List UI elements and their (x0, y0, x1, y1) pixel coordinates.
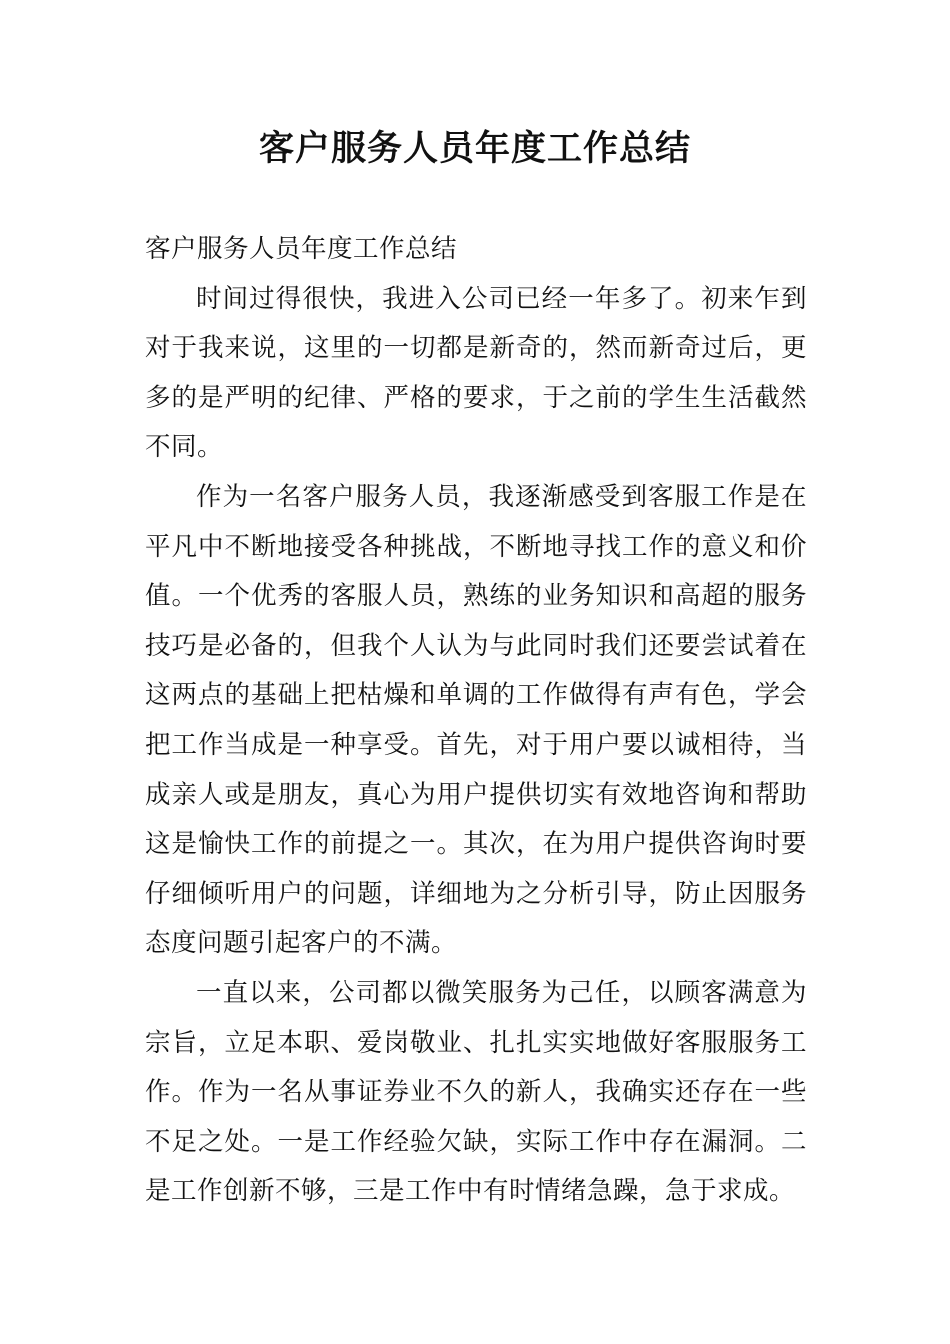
paragraph: 一直以来，公司都以微笑服务为己任，以顾客满意为宗旨，立足本职、爱岗敬业、扎扎实实地做好客服服务工作。作为一名从事证券业不久的新人，我确实还存在一些不足之处。一是工作经验欠缺，实际工作中存在漏洞。二是工作创新不够，三是工作中有时情绪急躁，急于求成。 (145, 977, 807, 1207)
paragraph: 作为一名客户服务人员，我逐渐感受到客服工作是在平凡中不断地接受各种挑战，不断地寻找工作的意义和价值。一个优秀的客服人员，熟练的业务知识和高超的服务技巧是必备的，但我个人认为与此同时我们还要尝试着在这两点的基础上把枯燥和单调的工作做得有声有色，学会把工作当成是一种享受。首先，对于用户要以诚相待，当成亲人或是朋友，真心为用户提供切实有效地咨询和帮助这是愉快工作的前提之一。其次，在为用户提供咨询时要仔细倾听用户的问题，详细地为之分析引导，防止因服务态度问题引起客户的不满。 (145, 481, 807, 959)
document-body (145, 225, 807, 1217)
document-subtitle: 客户服务人员年度工作总结 (145, 234, 458, 264)
document-title: 客户服务人员年度工作总结 (258, 129, 691, 169)
paragraph: 时间过得很快，我进入公司已经一年多了。初来乍到对于我来说，这里的一切都是新奇的，然而新奇过后，更多的是严明的纪律、严格的要求，于之前的学生生活截然不同。 (145, 283, 807, 463)
